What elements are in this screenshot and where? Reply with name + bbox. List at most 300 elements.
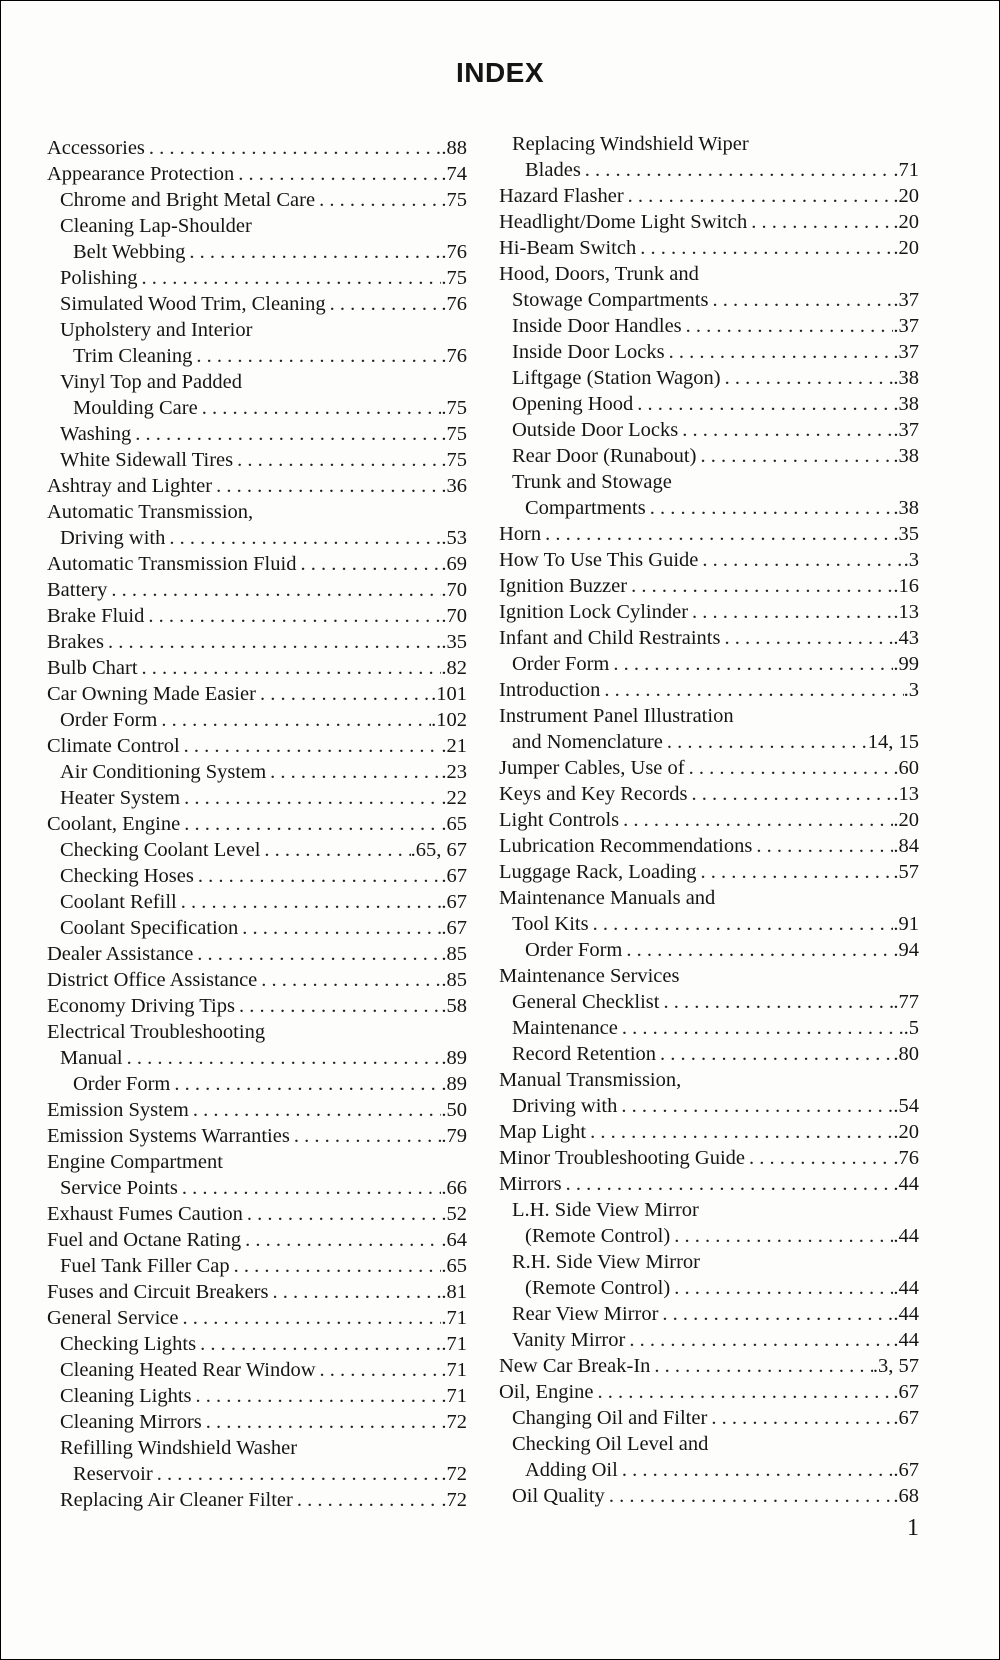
index-entry [47, 161, 467, 187]
entry-label: How To Use This Guide [499, 549, 699, 571]
dot-leader [541, 521, 893, 547]
entry-label: Accessories [47, 137, 145, 159]
index-entry [47, 915, 467, 941]
dot-leader [243, 1201, 441, 1227]
dot-leader [202, 1409, 442, 1435]
entry-page-number: .75 [441, 267, 467, 289]
dot-leader [747, 209, 893, 235]
index-entry [47, 707, 467, 733]
entry-page-number: .57 [893, 861, 919, 883]
index-entry [47, 1175, 467, 1201]
dot-leader [636, 235, 893, 261]
dot-leader [697, 859, 894, 885]
dot-leader [157, 707, 431, 733]
dot-leader [670, 1223, 893, 1249]
entry-label: Battery [47, 579, 108, 601]
dot-leader [104, 629, 441, 655]
entry-label: District Office Assistance [47, 969, 258, 991]
index-entry [47, 941, 467, 967]
entry-page-number: .72 [441, 1411, 467, 1433]
index-entry [47, 811, 467, 837]
entry-label: (Remote Control) [525, 1225, 671, 1247]
index-entry [499, 1171, 919, 1197]
dot-leader [131, 421, 441, 447]
entry-label: Opening Hood [512, 393, 634, 415]
dot-leader [708, 287, 893, 313]
entry-page-number: .54 [893, 1095, 919, 1117]
index-entry [499, 729, 919, 755]
entry-page-number: .38 [893, 445, 919, 467]
entry-label: (Remote Control) [525, 1277, 671, 1299]
entry-label: Chrome and Bright Metal Care [60, 189, 316, 211]
dot-leader [316, 1357, 442, 1383]
entry-label: Fuel and Octane Rating [47, 1229, 242, 1251]
dot-leader [622, 937, 893, 963]
entry-page-number: .89 [441, 1047, 467, 1069]
index-entry [47, 759, 467, 785]
index-entry [499, 417, 919, 443]
index-entry [499, 1405, 919, 1431]
entry-label: Checking Hoses [60, 865, 194, 887]
entry-label: Vanity Mirror [512, 1329, 626, 1351]
dot-leader [650, 1353, 872, 1379]
index-entry [47, 837, 467, 863]
entry-page-number: .75 [441, 397, 467, 419]
entry-page-number: .101 [431, 683, 467, 705]
dot-leader [696, 443, 893, 469]
entry-label: Keys and Key Records [499, 783, 688, 805]
index-entry [499, 1301, 919, 1327]
entry-label: Vinyl Top and Padded [60, 371, 243, 393]
dot-leader [266, 759, 441, 785]
index-entry [499, 937, 919, 963]
index-entry [47, 187, 467, 213]
index-entry [499, 521, 919, 547]
index-entry [499, 235, 919, 261]
entry-label: Manual Transmission, [499, 1069, 682, 1091]
dot-leader [682, 313, 894, 339]
index-entry [499, 1145, 919, 1171]
entry-page-number: .66 [441, 1177, 467, 1199]
entry-label: Changing Oil and Filter [512, 1407, 708, 1429]
entry-label: Order Form [73, 1073, 171, 1095]
dot-leader [165, 525, 441, 551]
entry-label: Hi-Beam Switch [499, 237, 637, 259]
index-entry [47, 577, 467, 603]
dot-leader [178, 1175, 442, 1201]
dot-leader [189, 1097, 442, 1123]
entry-page-number: .36 [441, 475, 467, 497]
dot-leader [618, 1015, 904, 1041]
entry-label: Compartments [525, 497, 646, 519]
dot-leader [180, 733, 442, 759]
entry-page-number: .3, 57 [872, 1355, 919, 1377]
entry-label: General Checklist [512, 991, 660, 1013]
dot-leader [685, 755, 894, 781]
entry-page-number: .67 [441, 891, 467, 913]
index-entry [47, 1201, 467, 1227]
index-entry [47, 681, 467, 707]
index-entry [499, 495, 919, 521]
entry-page-number: .20 [893, 211, 919, 233]
entry-page-number: .85 [441, 969, 467, 991]
entry-label: General Service [47, 1307, 179, 1329]
index-entry [499, 1093, 919, 1119]
index-entry [47, 967, 467, 993]
index-entry [499, 183, 919, 209]
entry-label: White Sidewall Tires [60, 449, 234, 471]
index-entry [47, 473, 467, 499]
dot-leader [633, 391, 893, 417]
entry-page-number: .5 [903, 1017, 919, 1039]
entry-label: Headlight/Dome Light Switch [499, 211, 748, 233]
index-entry [47, 395, 467, 421]
dot-leader [707, 1405, 893, 1431]
dot-leader [194, 863, 442, 889]
entry-page-number: .67 [893, 1459, 919, 1481]
index-entry [47, 1097, 467, 1123]
index-entry [499, 807, 919, 833]
entry-label: New Car Break-In [499, 1355, 651, 1377]
index-entry [47, 1357, 467, 1383]
entry-label: Trim Cleaning [73, 345, 193, 367]
entry-page-number: .76 [441, 293, 467, 315]
entry-page-number: .38 [893, 367, 919, 389]
dot-leader [581, 157, 894, 183]
entry-page-number: .38 [893, 393, 919, 415]
dot-leader [234, 161, 441, 187]
entry-label: Fuel Tank Filler Cap [60, 1255, 230, 1277]
dot-leader [153, 1461, 442, 1487]
entry-label: Blades [525, 159, 581, 181]
entry-page-number: .20 [893, 237, 919, 259]
dot-leader [624, 183, 894, 209]
entry-label: Driving with [512, 1095, 618, 1117]
index-entry [499, 599, 919, 625]
dot-leader [627, 573, 893, 599]
index-entry [47, 1383, 467, 1409]
index-entry [47, 1409, 467, 1435]
entry-page-number: .21 [441, 735, 467, 757]
index-entry [47, 1149, 467, 1175]
index-entry [499, 989, 919, 1015]
entry-label: Liftgage (Station Wagon) [512, 367, 721, 389]
index-entry [499, 1353, 919, 1379]
entry-label: Coolant Specification [60, 917, 239, 939]
entry-page-number: .35 [441, 631, 467, 653]
dot-leader [687, 781, 893, 807]
entry-page-number: .71 [441, 1307, 467, 1329]
entry-label: Economy Driving Tips [47, 995, 235, 1017]
entry-page-number: .37 [893, 315, 919, 337]
dot-leader [659, 989, 893, 1015]
index-entry [499, 1223, 919, 1249]
entry-page-number: .44 [893, 1329, 919, 1351]
index-entry [499, 1275, 919, 1301]
index-entry [47, 993, 467, 1019]
index-entry [47, 421, 467, 447]
index-entry [499, 157, 919, 183]
index-entry [47, 135, 467, 161]
entry-page-number: .68 [893, 1485, 919, 1507]
index-entry [499, 651, 919, 677]
entry-label: Cleaning Mirrors [60, 1411, 202, 1433]
entry-label: Rear View Mirror [512, 1303, 659, 1325]
index-entry [47, 1253, 467, 1279]
entry-page-number: .44 [893, 1277, 919, 1299]
entry-page-number: .79 [441, 1125, 467, 1147]
index-entry [499, 365, 919, 391]
entry-label: Order Form [525, 939, 623, 961]
dot-leader [658, 1301, 893, 1327]
entry-label: Simulated Wood Trim, Cleaning [60, 293, 326, 315]
dot-leader [198, 395, 442, 421]
entry-label: Reservoir [73, 1463, 153, 1485]
dot-leader [138, 655, 442, 681]
index-entry [47, 603, 467, 629]
dot-leader [678, 417, 893, 443]
index-entry [499, 677, 919, 703]
dot-leader [698, 547, 903, 573]
index-entry [499, 287, 919, 313]
entry-label: Washing [60, 423, 132, 445]
index-entry [499, 1067, 919, 1093]
entry-page-number: .3 [903, 679, 919, 701]
entry-page-number: .72 [441, 1463, 467, 1485]
dot-leader [625, 1327, 893, 1353]
entry-label: Ignition Buzzer [499, 575, 628, 597]
index-entry [499, 547, 919, 573]
index-entry [47, 1071, 467, 1097]
entry-label: Mirrors [499, 1173, 562, 1195]
entry-label: Engine Compartment [47, 1151, 223, 1173]
entry-page-number: .50 [441, 1099, 467, 1121]
entry-label: Oil Quality [512, 1485, 605, 1507]
index-entry [499, 1041, 919, 1067]
entry-page-number: .75 [441, 189, 467, 211]
entry-page-number: .65 [441, 1255, 467, 1277]
dot-leader [257, 967, 441, 993]
entry-label: and Nomenclature [512, 731, 663, 753]
index-entry [499, 625, 919, 651]
dot-leader [238, 915, 441, 941]
entry-label: Manual [60, 1047, 123, 1069]
index-entry [499, 1483, 919, 1509]
index-entry [47, 551, 467, 577]
entry-label: Checking Oil Level and [512, 1433, 709, 1455]
dot-leader [212, 473, 441, 499]
dot-leader [745, 1145, 893, 1171]
entry-page-number: .16 [893, 575, 919, 597]
index-entry [47, 317, 467, 343]
dot-leader [605, 1483, 894, 1509]
entry-label: Car Owning Made Easier [47, 683, 256, 705]
index-entry [499, 443, 919, 469]
index-entry [47, 889, 467, 915]
index-entry [47, 447, 467, 473]
index-entry [499, 781, 919, 807]
entry-label: Infant and Child Restraints [499, 627, 721, 649]
entry-page-number: .69 [441, 553, 467, 575]
entry-page-number: .37 [893, 419, 919, 441]
dot-leader [145, 135, 441, 161]
dot-leader [193, 941, 441, 967]
dot-leader [177, 889, 442, 915]
entry-page-number: .37 [893, 289, 919, 311]
index-entry [499, 261, 919, 287]
index-entry [499, 833, 919, 859]
index-entry [499, 885, 919, 911]
index-entry [499, 1457, 919, 1483]
dot-leader [752, 833, 893, 859]
dot-leader [326, 291, 442, 317]
index-entry [499, 703, 919, 729]
entry-label: Exhaust Fumes Caution [47, 1203, 243, 1225]
entry-label: Fuses and Circuit Breakers [47, 1281, 269, 1303]
entry-label: Oil, Engine [499, 1381, 594, 1403]
entry-label: Belt Webbing [73, 241, 186, 263]
entry-page-number: .67 [441, 865, 467, 887]
index-entry [499, 859, 919, 885]
index-entry [47, 1123, 467, 1149]
entry-label: Appearance Protection [47, 163, 235, 185]
entry-label: Lubrication Recommendations [499, 835, 753, 857]
dot-leader [196, 1331, 441, 1357]
index-entry [47, 1045, 467, 1071]
entry-label: Emission Systems Warranties [47, 1125, 290, 1147]
index-entry [47, 1305, 467, 1331]
entry-page-number: .102 [431, 709, 467, 731]
entry-page-number: .70 [441, 579, 467, 601]
entry-label: Service Points [60, 1177, 178, 1199]
entry-label: Automatic Transmission, [47, 501, 254, 523]
dot-leader [123, 1045, 442, 1071]
entry-label: Maintenance Manuals and [499, 887, 716, 909]
dot-leader [260, 837, 410, 863]
entry-label: Introduction [499, 679, 601, 701]
entry-label: Ignition Lock Cylinder [499, 601, 689, 623]
dot-leader [233, 447, 441, 473]
dot-leader [296, 551, 441, 577]
index-entry [47, 1279, 467, 1305]
entry-label: Electrical Troubleshooting [47, 1021, 266, 1043]
dot-leader [144, 603, 441, 629]
entry-label: Horn [499, 523, 542, 545]
index-entry [47, 629, 467, 655]
dot-leader [192, 1383, 442, 1409]
index-entry [47, 239, 467, 265]
entry-page-number: .13 [893, 601, 919, 623]
index-entry [47, 369, 467, 395]
dot-leader [663, 729, 868, 755]
entry-label: Minor Troubleshooting Guide [499, 1147, 746, 1169]
dot-leader [688, 599, 893, 625]
dot-leader [180, 811, 441, 837]
entry-page-number: 14, 15 [867, 731, 919, 753]
index-entry [499, 963, 919, 989]
index-column-right [499, 131, 919, 1509]
entry-label: Coolant Refill [60, 891, 177, 913]
index-entry [499, 1379, 919, 1405]
entry-label: Replacing Windshield Wiper [512, 133, 749, 155]
dot-leader [656, 1041, 893, 1067]
entry-label: Maintenance [512, 1017, 618, 1039]
entry-label: Dealer Assistance [47, 943, 194, 965]
index-entry [499, 1119, 919, 1145]
entry-page-number: .75 [441, 423, 467, 445]
entry-page-number: .20 [893, 809, 919, 831]
index-entry [499, 469, 919, 495]
dot-leader [586, 1119, 893, 1145]
index-entry [499, 391, 919, 417]
dot-leader [315, 187, 441, 213]
entry-label: Replacing Air Cleaner Filter [60, 1489, 293, 1511]
entry-label: Maintenance Services [499, 965, 680, 987]
entry-label: Rear Door (Runabout) [512, 445, 697, 467]
index-entry [499, 911, 919, 937]
index-entry [47, 1227, 467, 1253]
index-entry [499, 1431, 919, 1457]
entry-page-number: .64 [441, 1229, 467, 1251]
entry-page-number: .23 [441, 761, 467, 783]
entry-label: Record Retention [512, 1043, 657, 1065]
entry-page-number: .65 [441, 813, 467, 835]
index-entry [47, 863, 467, 889]
entry-page-number: .70 [441, 605, 467, 627]
entry-label: Brakes [47, 631, 104, 653]
index-entry [499, 339, 919, 365]
entry-page-number: .99 [893, 653, 919, 675]
index-entry [499, 755, 919, 781]
entry-page-number: .85 [441, 943, 467, 965]
entry-label: Inside Door Handles [512, 315, 682, 337]
dot-leader [290, 1123, 442, 1149]
entry-label: Instrument Panel Illustration [499, 705, 734, 727]
index-entry [47, 265, 467, 291]
dot-leader [235, 993, 441, 1019]
page-number: 1 [907, 1515, 919, 1541]
dot-leader [609, 651, 893, 677]
entry-page-number: .13 [893, 783, 919, 805]
entry-page-number: .43 [893, 627, 919, 649]
entry-label: Order Form [512, 653, 610, 675]
entry-page-number: .3 [903, 549, 919, 571]
entry-label: Brake Fluid [47, 605, 145, 627]
dot-leader [665, 339, 894, 365]
dot-leader [107, 577, 441, 603]
entry-label: Cleaning Lights [60, 1385, 192, 1407]
entry-page-number: .52 [441, 1203, 467, 1225]
entry-page-number: .76 [441, 241, 467, 263]
entry-label: Stowage Compartments [512, 289, 709, 311]
index-entry [47, 525, 467, 551]
entry-label: Jumper Cables, Use of [499, 757, 685, 779]
index-entry [47, 213, 467, 239]
index-entry [47, 655, 467, 681]
dot-leader [617, 1093, 893, 1119]
dot-leader [137, 265, 441, 291]
entry-page-number: .75 [441, 449, 467, 471]
index-entry [47, 291, 467, 317]
entry-label: Cleaning Lap-Shoulder [60, 215, 252, 237]
dot-leader [180, 785, 441, 811]
entry-page-number: .44 [893, 1303, 919, 1325]
entry-label: Trunk and Stowage [512, 471, 672, 493]
entry-label: Order Form [60, 709, 158, 731]
entry-label: Adding Oil [525, 1459, 618, 1481]
dot-leader [268, 1279, 441, 1305]
entry-page-number: .22 [441, 787, 467, 809]
